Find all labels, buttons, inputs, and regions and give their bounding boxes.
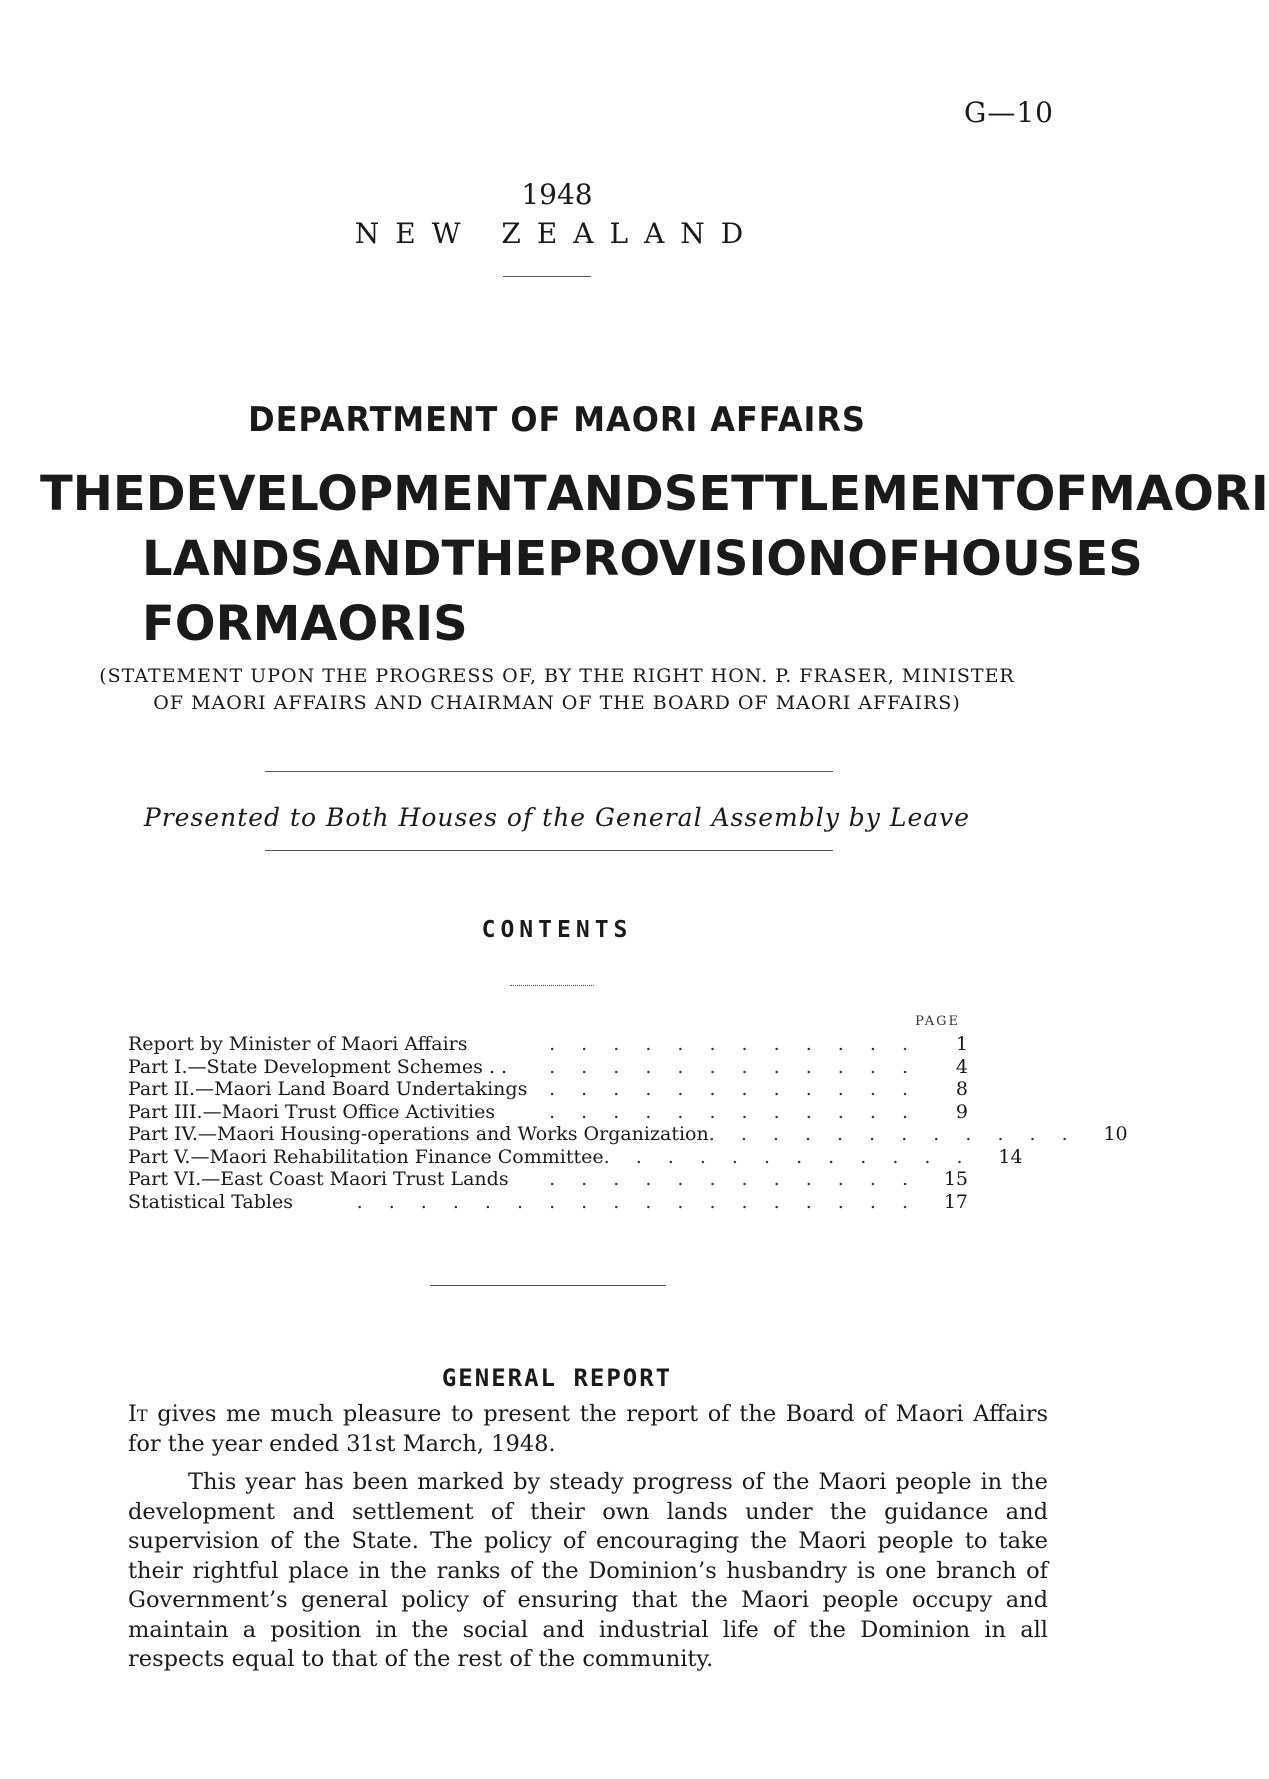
paragraph-text: gives me much pleasure to present the report of the Board of Maori Affairs for the year ended 31st March, 1948. [128,1401,1048,1457]
main-title-line-3 [142,596,468,652]
divider [510,985,594,986]
title-word: FOR [142,596,253,652]
paragraph-lead-word: It [128,1401,148,1427]
toc-item-title: Part V.—Maori Rehabilitation Finance Committee [128,1145,604,1168]
statement-line-1: (STATEMENT UPON THE PROGRESS OF, BY THE RIGHT HON. P. FRASER, MINISTER [99,665,1015,687]
department-heading: DEPARTMENT OF MAORI AFFAIRS [248,400,866,440]
title-word: SETTLEMENT [663,466,1015,522]
title-word: AND [324,531,442,587]
title-word: HOUSES [920,531,1143,587]
toc-item-title: Report by Minister of Maori Affairs [128,1033,468,1055]
statement-line-2: OF MAORI AFFAIRS AND CHAIRMAN OF THE BOARD OF MAORI AFFAIRS) [153,692,961,714]
presented-line: Presented to Both Houses of the General Assembly by Leave [143,803,971,832]
title-word: OF [847,531,921,587]
toc-item [128,1101,968,1124]
general-report-heading: GENERAL REPORT [441,1364,673,1392]
leader-dots: . . . . . . . . . . . . . . . . . . [356,1190,918,1213]
country-heading: NEW ZEALAND [354,217,760,250]
toc-item [128,1145,1023,1169]
document-code: G—10 [964,96,1054,129]
title-word: MAORI [1088,466,1269,522]
main-title-line-1 [40,466,1269,522]
leader-dots: . . . . . . . . . . . . [549,1168,918,1190]
title-word: OF [1014,466,1089,522]
table-of-contents [128,1014,1128,1213]
toc-item-page: 4 [955,1055,968,1078]
paragraph-text: This year has been marked by steady progress of the Maori people in the development and settlement of their own lands under the guidance and supervision of the State. The policy of encouraging the Maori people to take their rightful place in the ranks of the Dominion’s husbandry is one branch of Government’s general policy of ensuring that the Maori people occupy and maintain a position in the social and industrial life of the Dominion in all respects equal to that of the rest of the community. [128,1469,1048,1672]
title-word: LANDS [142,531,325,587]
contents-heading: CONTENTS [481,917,633,943]
toc-item [128,1078,968,1101]
toc-item-title: Part I.—State Development Schemes . . [128,1055,508,1078]
main-title-line-2 [142,531,1143,587]
toc-item-page: 15 [943,1168,968,1190]
leader-dots: . . . . . . . . . . . . [549,1055,918,1078]
divider [503,276,591,277]
toc-item-page: 9 [955,1100,968,1123]
toc-item [128,1056,968,1079]
toc-item-page: 10 [1103,1123,1128,1145]
toc-item-title: Part IV.—Maori Housing-operations and Works Organization [128,1123,709,1145]
leader-dots: . . . . . . . . . . . . [549,1078,918,1100]
toc-item [128,1168,968,1191]
publication-year: 1948 [521,178,593,211]
report-paragraph-2 [128,1468,1048,1675]
title-word: AND [546,466,664,522]
leader-dots: . . . . . . . . . . . . [708,1123,1078,1145]
divider [265,771,833,772]
toc-item-page: 14 [998,1145,1023,1168]
title-word: DEVELOPMENT [145,466,547,522]
leader-dots: . . . . . . . . . . . . [549,1100,918,1123]
toc-item [128,1123,1128,1146]
leader-dots: . . . . . . . . . . . . [549,1033,918,1055]
leader-dots: . . . . . . . . . . . . [603,1145,973,1168]
toc-item-page: 8 [955,1078,968,1100]
toc-item-title: Part III.—Maori Trust Office Activities [128,1100,496,1123]
toc-item-title: Part VI.—East Coast Maori Trust Lands [128,1168,509,1190]
toc-item-page: 1 [955,1033,968,1055]
title-word: THE [40,466,146,522]
report-paragraph-1 [128,1400,1048,1459]
title-word: PROVISION [547,531,848,587]
toc-item [128,1033,968,1056]
toc-item-title: Statistical Tables [128,1190,293,1213]
toc-page-header: PAGE [915,1014,960,1029]
toc-item-page: 17 [943,1190,968,1213]
divider [265,850,833,851]
title-word: THE [441,531,548,587]
toc-item [128,1191,968,1214]
toc-item-title: Part II.—Maori Land Board Undertakings [128,1078,528,1100]
divider [430,1285,666,1286]
title-word: MAORIS [252,596,468,652]
